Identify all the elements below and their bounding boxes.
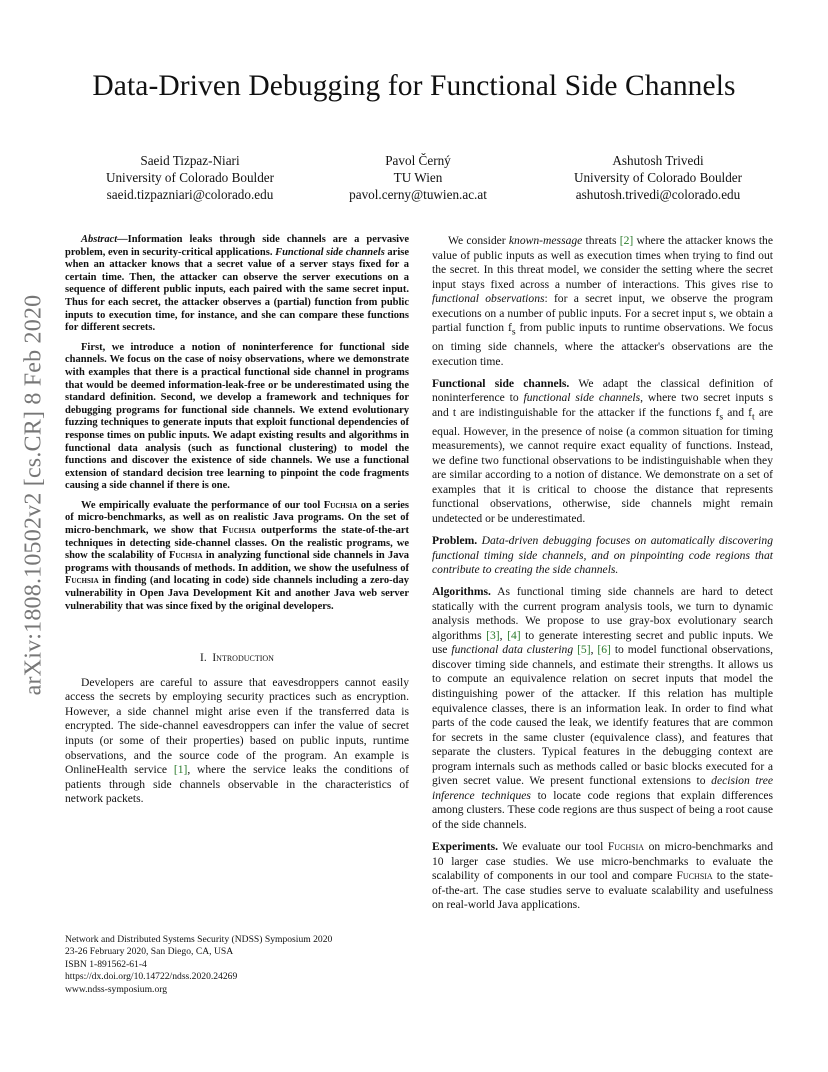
paper-title: Data-Driven Debugging for Functional Side Channels	[92, 70, 736, 102]
author-affiliation: University of Colorado Boulder	[573, 170, 743, 185]
threat-model-paragraph: We consider known-message threats [2] where the attacker knows the value of public inputs as well as execution times when trying to find out the secret. In this threat model, we consider the setting where the secret input stays fixed across a number of interactions. This gives rise to functional observations: for a secret input, we observe the program executions on a number of public inputs. For a secret input s, we obtain a partial function $f_s$ from public inputs to runtime observations. We focus on timing side channels, where the attacker's observations are the execution time.	[432, 234, 774, 368]
footnote-line: 23-26 February 2020, San Diego, CA, USA	[65, 946, 234, 958]
author-2	[288, 152, 548, 203]
intro-paragraph-1: Developers are careful to assure that eavesdroppers cannot easily access the secrets by employing security practices such as encryption. However, a side channel might arise even if the transferred data is encrypted. The side-channel eavesdroppers can infer the value of secret inputs (or some of their properties) based on public inputs, runtime observations, and the source code of the program. An example is OnlineHealth service [1], where the service leaks the conditions of patients through side channels observable in the characteristics of network packets.	[65, 675, 409, 806]
author-name: Pavol Černý	[385, 153, 451, 168]
tool-name: Fuchsia	[323, 499, 358, 511]
footnote-line: ISBN 1-891562-61-4	[65, 958, 147, 970]
author-3	[528, 152, 788, 203]
citation-link[interactable]: [4]	[507, 628, 521, 642]
left-column	[65, 234, 409, 807]
footnote-line: Network and Distributed Systems Security (NDSS) Symposium 2020	[65, 934, 333, 945]
footnote-url[interactable]: www.ndss-symposium.org	[65, 983, 168, 995]
author-1	[60, 152, 320, 203]
abstract-paragraph-3: We empirically evaluate the performance of our tool Fuchsia on a series of micro-benchmarks, as well as on realistic Java programs. On the set of micro-benchmark, we show that Fuchsia outperforms the state-of-the-art techniques in detecting side-channel classes. On the realistic programs, we show the scalability of Fuchsia in analyzing functional side channels in Java programs with thousands of methods. In addition, we show the usefulness of Fuchsia in finding (and locating in code) side channels including a zero-day vulnerability in Open Java Development Kit and another Java web server vulnerability that was since fixed by the original developers.	[65, 499, 409, 612]
functional-side-channels-paragraph: Functional side channels. We adapt the classical definition of noninterference to functional side channels, where two secret inputs s and t are indistinguishable for the attacker if the functions $f_s$ and $f_t$ are equal. However, in the presence of noise (a common situation for timing measurements), we cannot require exact equality of functions. Instead, we define two functional observations to be indistinguishable when they are similar according to a notion of distance. We demonstrate on a set of examples that it is critical to choose the distance that represents functional observations, otherwise, side channels might remain undetected or be underestimated.	[432, 376, 774, 525]
paragraph-heading: Algorithms.	[432, 585, 491, 599]
experiments-paragraph: Experiments. We evaluate our tool Fuchsia on micro-benchmarks and 10 larger case studies. We use micro-benchmarks to evaluate the scalability of components in our tool and compare Fuchsia to the state-of-the-art. The case studies serve to evaluate scalability and usefulness on real-world Java applications.	[432, 839, 774, 912]
paragraph-heading: Experiments.	[432, 839, 499, 853]
algorithms-paragraph: Algorithms. As functional timing side channels are hard to detect statically with the current program analysis tools, we turn to dynamic analysis methods. We propose to use gray-box evolutionary search algorithms [3], [4] to generate interesting secret and public inputs. We use functional data clustering [5], [6] to model functional observations, discover timing side channels, and estimate their strengths. It allows us to compute an equivalence relation on secret inputs that model the distinguishing power of the attacker. If this relation has multiple equivalence classes, there is an information leak. In order to find what parts of the code caused the leak, we identify features that are common for secrets in the same cluster (equivalence class), and features that separate the clusters. Typical features in the debugging context are program internals such as methods called or basic blocks executed for a given secret value. We present functional extensions to decision tree inference techniques to locate code regions that explain differences among clusters. These code regions are thus suspect of being a root cause of the side channels.	[432, 585, 774, 831]
abstract-paragraph-2: First, we introduce a notion of noninterference for functional side channels. We focus on the case of noisy observations, where we demonstrate with examples that there is a practical functional side channel in programs that would be deemed information-leak-free or be underestimated using the standard definition. Second, we develop a framework and techniques for debugging programs for functional side channels. We extend evolutionary fuzzing techniques to generate inputs that exploit functional dependencies of response times on public inputs. We adapt existing results and algorithms in functional data analysis (such as functional clustering) to model the functions and discover the existence of side channels. We use a functional extension of standard decision tree learning to pinpoint the code fragments causing a side channel if there is one.	[65, 341, 409, 492]
citation-link[interactable]: [1]	[173, 763, 188, 777]
author-affiliation: TU Wien	[393, 170, 443, 185]
author-email: ashutosh.trivedi@colorado.edu	[575, 187, 741, 202]
author-block	[60, 152, 790, 212]
tool-name: Fuchsia	[168, 550, 203, 562]
abstract-paragraph-1: Abstract—Information leaks through side channels are a pervasive problem, even in security-critical applications. Functional side channels arise when an attacker knows that a secret value of a server stays fixed for a certain time. Then, the attacker can observe the server executions on a sequence of different public inputs, each paired with the same secret input. Thus for each secret, the attacker observes a (partial) function from public inputs to execution time, for instance, and she can compare these functions for different secrets.	[65, 234, 409, 334]
author-name: Saeid Tizpaz-Niari	[140, 153, 240, 168]
arxiv-sidebar	[22, 295, 46, 695]
tool-name: Fuchsia	[676, 869, 713, 883]
citation-link[interactable]: [5]	[577, 643, 591, 657]
paragraph-heading: Functional side channels.	[432, 376, 570, 390]
tool-name: Fuchsia	[65, 575, 99, 587]
arxiv-identifier: arXiv:1808.10502v2 [cs.CR] 8 Feb 2020	[20, 294, 47, 696]
tool-name: Fuchsia	[607, 839, 645, 853]
author-email: pavol.cerny@tuwien.ac.at	[349, 187, 487, 202]
footnote-doi[interactable]: https://dx.doi.org/10.14722/ndss.2020.24269	[65, 971, 238, 983]
paragraph-heading: Problem.	[432, 534, 478, 548]
abstract	[65, 234, 409, 613]
author-name: Ashutosh Trivedi	[612, 153, 704, 168]
tool-name: Fuchsia	[222, 525, 256, 537]
author-email: saeid.tizpazniari@colorado.edu	[106, 187, 274, 202]
citation-link[interactable]: [6]	[597, 643, 611, 657]
citation-link[interactable]: [2]	[619, 234, 634, 247]
abstract-label: Abstract	[81, 234, 118, 245]
citation-link[interactable]: [3]	[486, 628, 500, 642]
author-affiliation: University of Colorado Boulder	[105, 170, 275, 185]
right-column	[432, 234, 773, 913]
footnote	[65, 934, 405, 996]
problem-paragraph: Problem. Data-driven debugging focuses on automatically discovering functional timing side channels, and on pinpointing code regions that contribute to creating the side channels.	[432, 534, 773, 577]
section-heading-introduction: I. Introduction	[200, 652, 274, 665]
